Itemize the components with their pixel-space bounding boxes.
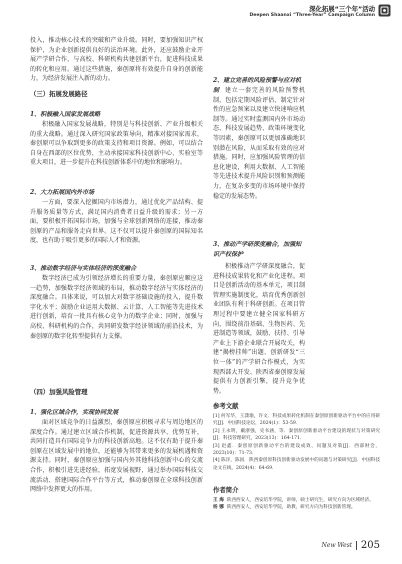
intro-paragraph: 投入，推动核心技术的突破和产业升级。同时，要加强知识产权保护，为企业创新提供良好的法治环境。此外，还应鼓励企业开展产学研合作，与高校、科研机构共建创新平台，促进科技成果的转化和应用。通过这些措施，秦创原将有效提升自身的创新能力，为经济发展注入新的动力。 <box>30 37 203 83</box>
subheading-4-2: 2、建立完善的风险预警与应对机制 <box>213 77 302 94</box>
section-heading-3: （三）拓展发展路径 <box>30 90 88 98</box>
reference-item: [2] 王永明，戴浙强，史书涵，等．秦创原创新驱动平台建设的现状与对策研究[J]．科技管理研究，2023(13)：164-171． <box>213 428 380 442</box>
references-list <box>213 413 380 472</box>
reference-item: [1] 何军华，王潇瑜，许文．科技成果转化机制在秦创原创新驱动平台中的应用研究[J]．中国科技论坛，2024(1)：53-59． <box>213 414 380 427</box>
paragraph-4-2: 建立一套完善的风险预警机制，包括定期风险评估、制定针对性的应急预案以及建立快速响应机制等。通过实时监测国内外市场动态、科技发展趋势、政策环境变化等因素，秦创原可以更加准确地识别潜在风险，从而采取有效的应对措施。同时，应加强风险管理的信息化建设，利用大数据、人工智能等先进技术提升风险识别和预测能力，在复杂多变的市场环境中保持稳定的发展态势。 <box>213 87 305 200</box>
magazine-name: New West <box>321 542 353 549</box>
magazine-logo-icon <box>378 4 391 17</box>
subheading-3-3: 3、推动数字经济与实体经济的深度融合 <box>30 265 137 272</box>
section-heading-4: （四）加强风险管理 <box>30 388 88 396</box>
column-title-cn: 深化拓展“三个年”活动 <box>309 5 375 13</box>
author-bio <box>213 497 380 504</box>
paragraph-4-3: 积极推动产学研深度融合，促进科技成果转化和产业化进程。项目是创新活动的基本单元，项目制管理实施制度化，培育优秀创新创业团队有利于科研创新。在项目管理过程中要建立健全国家科研方向，围绕前沿基础、生物医药、先进制造等领域，鼓励、扶持、引导产业上下游企业联合开展攻关，构建“揭榜挂帅”出题、创新研发“三位一体”的产学研合作模式，为实现西部大开发、陕西省秦创原发展提供有力创新引擎，提升竞争优势。 <box>213 263 305 395</box>
subheading-4-3: 3、推动产学研深度融合，加强知识产权保护 <box>213 241 302 258</box>
references-heading: 参考文献 <box>213 402 239 410</box>
author-name: 杨 娜 <box>213 505 224 511</box>
page-footer <box>322 540 380 551</box>
author-description: 陕西西安人，西安培华学院，讲师，硕士研究生，研究方向为区域经济。 <box>226 498 374 503</box>
column-title-en: Deepen Shaanxi “Three-Year” Campaign Column <box>249 13 375 18</box>
subheading-3-2: 2、大力拓展国内外市场 <box>30 189 95 196</box>
footer-divider <box>356 541 357 550</box>
subheading-4-1: 1、强化区域合作，实现协同发展 <box>30 409 119 416</box>
author-description: 陕西西安人，西安培华学院，助教，研究方向为科技创新管理。 <box>226 505 356 511</box>
author-name: 王 海 <box>213 498 224 503</box>
author-bio <box>213 504 380 511</box>
page-number: 205 <box>360 540 380 551</box>
reference-item: [3] 赵鑫．秦创原创新驱动平台的建设成效、问题及对策[J]．西部财会，2023(10)：71-73． <box>213 443 380 457</box>
subheading-3-1: 1、积极融入国家发展战略 <box>30 111 101 118</box>
paragraph-3-2: 一方面，要深入挖掘国内市场潜力，通过优化产品结构、提升服务质量等方式，满足国内消费者日益升级的需求；另一方面，要积极开拓国际市场，加强与全球创新网络的连接，推动秦创原的产品和服务走向世界。这不仅可以提升秦创原的国际知名度，也有助于吸引更多的国际人才和资源。 <box>30 199 203 245</box>
author-bio-heading: 作者简介 <box>213 486 239 494</box>
author-bio-list <box>213 497 380 512</box>
paragraph-3-3: 数字经济已成为引领经济增长的重要力量，秦创原应顺应这一趋势，加强数字经济领域的布局，推动数字经济与实体经济的深度融合。具体来说，可以加大对数字基础设施的投入，提升数字化水平；鼓励企业运用大数据、云计算、人工智能等先进技术进行创新，培育一批具有核心竞争力的数字企业；同时，加强与高校、科研机构的合作，共同研发数字经济领域的前沿技术，为秦创原的数字化转型提供有力支撑。 <box>30 275 203 340</box>
reference-item: [4] 陈洋，陈国．陕西秦创原科技创新驱动发展中的问题与对策研究[J]．中国科技论文在线，2024(4)：64-69． <box>213 458 380 471</box>
running-header <box>249 5 375 19</box>
paragraph-3-1: 积极融入国家发展战略，特别是与科技创新、产业升级相关的重大战略。通过深入研究国家政策导向，精准对接国家需求，秦创原可以争取到更多的政策支持和项目资源。例如，可以结合自身在西部的区位优势，主动承接国家科技创新中心、实验室等重大项目，进一步提升在科技创新体系中的地位和影响力。 <box>30 121 203 167</box>
paragraph-4-1: 面对区域竞争的日益激烈，秦创原应积极寻求与周边地区的深度合作。通过建立区域合作机制，促进资源共享、优势互补，共同打造具有国际竞争力的科技创新高地。这不仅有助于提升秦创原在区域发展中的地位，还能够为其带来更多的发展机遇和资源支持。同时，秦创原应加强与国内外其他科技创新中心的交流合作，积极引进先进经验，拓宽发展视野，通过举办国际科技交流活动、搭建国际合作平台等方式，推动秦创原在全球科技创新网络中发挥更大的作用。 <box>30 419 203 494</box>
